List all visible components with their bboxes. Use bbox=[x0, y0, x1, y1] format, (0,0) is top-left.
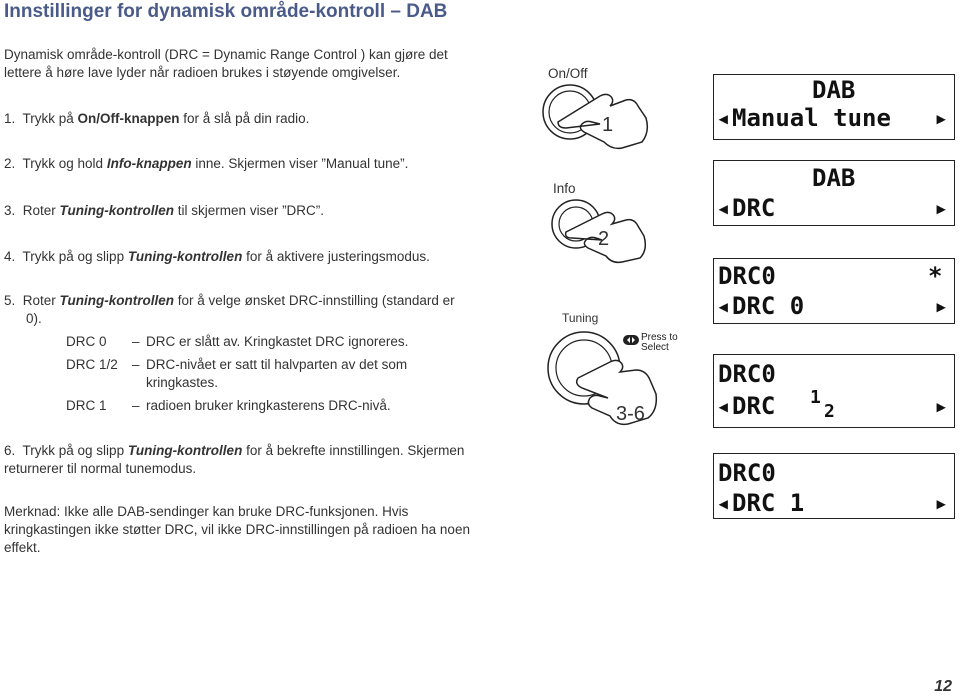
lcd-display-drc-1 bbox=[713, 453, 955, 519]
step-number: 2. bbox=[4, 156, 16, 171]
step-text: for å aktivere justeringsmodus. bbox=[242, 249, 430, 264]
step-text: Trykk på og slipp bbox=[22, 443, 128, 458]
step-6 bbox=[4, 442, 470, 478]
lcd-line-1: DRC0 bbox=[718, 459, 776, 487]
step-text: til skjermen viser ”DRC”. bbox=[174, 203, 325, 218]
lcd-line-1: DAB bbox=[812, 76, 856, 104]
dash: – bbox=[132, 398, 140, 413]
info-button-icon bbox=[536, 196, 656, 271]
step-text: Trykk på bbox=[22, 111, 78, 126]
drc-option-key: DRC 1 bbox=[66, 398, 107, 413]
drc-option-desc: radioen bruker kringkasterens DRC-nivå. bbox=[146, 398, 391, 413]
lcd-star-icon: * bbox=[928, 262, 943, 290]
step-number: 4. bbox=[4, 249, 16, 264]
step-emphasis: Tuning-kontrollen bbox=[59, 203, 175, 218]
lcd-right-arrow-icon: ▸ bbox=[934, 489, 949, 517]
dash: – bbox=[132, 357, 140, 372]
tuning-step-number: 3-6 bbox=[616, 403, 645, 425]
drc-option-desc: DRC-nivået er satt til halvparten av det som kringkastes. bbox=[146, 357, 408, 390]
page-title: Innstillinger for dynamisk område-kontroll – DAB bbox=[4, 1, 448, 22]
select-line: Select bbox=[641, 342, 669, 353]
step-emphasis: On/Off-knappen bbox=[77, 111, 180, 126]
step-2 bbox=[4, 155, 484, 173]
info-label: Info bbox=[553, 181, 576, 196]
lcd-line-2: Manual tune bbox=[732, 104, 891, 132]
lcd-fraction-denominator: 2 bbox=[824, 401, 835, 422]
step-emphasis: Tuning-kontrollen bbox=[127, 249, 243, 264]
lcd-line-2: DRC bbox=[732, 392, 776, 420]
step-text: for å velge ønsket DRC-innstilling (standard er 0). bbox=[26, 293, 455, 326]
step-text: Trykk på og slipp bbox=[22, 249, 128, 264]
press-line: Press to bbox=[641, 332, 678, 343]
note-text: Merknad: Ikke alle DAB-sendinger kan bruke DRC-funksjonen. Hvis kringkastingen ikke støtter DRC, vil ikke DRC-innstillingen på radioen ha noen effekt. bbox=[4, 504, 470, 555]
step-text: Trykk og hold bbox=[22, 156, 107, 171]
lcd-line-2: DRC 0 bbox=[732, 292, 805, 320]
lcd-left-arrow-icon: ◂ bbox=[716, 104, 731, 132]
lcd-left-arrow-icon: ◂ bbox=[716, 194, 731, 222]
step-number: 3. bbox=[4, 203, 16, 218]
lcd-left-arrow-icon: ◂ bbox=[716, 292, 731, 320]
lcd-line-1: DRC0 bbox=[718, 360, 776, 388]
step-number: 6. bbox=[4, 443, 16, 458]
step-4 bbox=[4, 248, 494, 266]
tuning-label: Tuning bbox=[562, 311, 599, 325]
step-emphasis: Tuning-kontrollen bbox=[59, 293, 175, 308]
lcd-right-arrow-icon: ▸ bbox=[934, 392, 949, 420]
lcd-right-arrow-icon: ▸ bbox=[934, 104, 949, 132]
drc-option-desc: DRC er slått av. Kringkastet DRC ignoreres. bbox=[146, 334, 409, 349]
press-arrows-icon bbox=[623, 335, 639, 345]
dash: – bbox=[132, 334, 140, 349]
lcd-line-1: DAB bbox=[812, 164, 856, 192]
step-number: 1. bbox=[4, 111, 16, 126]
lcd-line-1: DRC0 bbox=[718, 262, 776, 290]
lcd-display-drc bbox=[713, 160, 955, 226]
lcd-right-arrow-icon: ▸ bbox=[934, 194, 949, 222]
lcd-line-2: DRC bbox=[732, 194, 776, 222]
lcd-right-arrow-icon: ▸ bbox=[934, 292, 949, 320]
info-step-number: 2 bbox=[598, 228, 610, 250]
lcd-display-drc-half bbox=[713, 354, 955, 428]
step-text: Roter bbox=[22, 203, 60, 218]
lcd-left-arrow-icon: ◂ bbox=[716, 489, 731, 517]
step-text: for å bekrefte innstillingen. Skjermen returnerer til normal tunemodus. bbox=[4, 443, 465, 476]
intro-text: Dynamisk område-kontroll (DRC = Dynamic Range Control ) kan gjøre det lettere å høre lave lyder når radioen brukes i støyende omgivelser. bbox=[4, 47, 448, 80]
step-5 bbox=[4, 292, 474, 328]
drc-option-key: DRC 0 bbox=[66, 334, 107, 349]
lcd-display-drc-0 bbox=[713, 258, 955, 324]
step-1 bbox=[4, 110, 484, 128]
step-text: inne. Skjermen viser ”Manual tune”. bbox=[191, 156, 409, 171]
step-text: Roter bbox=[22, 293, 60, 308]
drc-option-key: DRC 1/2 bbox=[66, 357, 118, 372]
onoff-step-number: 1 bbox=[602, 114, 614, 136]
lcd-display-manual-tune bbox=[713, 74, 955, 140]
lcd-line-2: DRC 1 bbox=[732, 489, 805, 517]
onoff-button-icon bbox=[530, 82, 660, 162]
page-number: 12 bbox=[934, 678, 952, 695]
step-emphasis: Info-knappen bbox=[106, 156, 192, 171]
onoff-label: On/Off bbox=[548, 66, 588, 81]
lcd-fraction-numerator: 1 bbox=[810, 387, 821, 408]
lcd-left-arrow-icon: ◂ bbox=[716, 392, 731, 420]
step-text: for å slå på din radio. bbox=[179, 111, 310, 126]
step-3 bbox=[4, 202, 484, 220]
step-number: 5. bbox=[4, 293, 16, 308]
press-to-select-label bbox=[641, 333, 678, 353]
step-emphasis: Tuning-kontrollen bbox=[127, 443, 243, 458]
